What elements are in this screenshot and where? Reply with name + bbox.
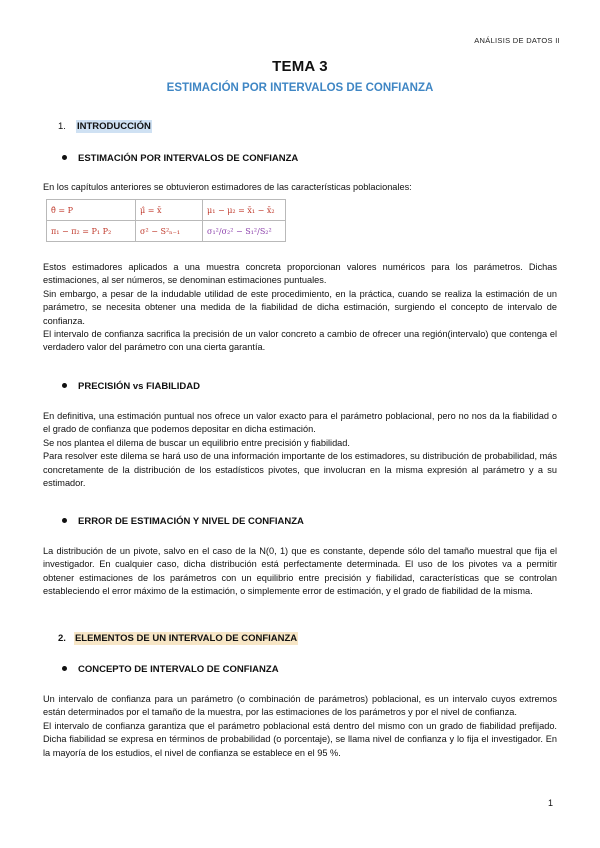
paragraph-line: En los capítulos anteriores se obtuvieron estimadores de las características poblacionales: [43,182,412,192]
bullet-icon [62,666,67,671]
subsection-label: ESTIMACIÓN POR INTERVALOS DE CONFIANZA [78,153,299,164]
paragraph-text: En definitiva, una estimación puntual nos ofrece un valor exacto para el parámetro poblacional, pero no nos da la fiabilidad o el grado de confianza que podemos depositar en dicha estimación. [43,411,557,435]
table-row [47,200,286,221]
paragraph-intro [43,181,557,194]
table-cell: π₁ − π₂ = P₁ P₂ [47,221,136,242]
subsection-heading-precision [62,381,200,392]
bullet-icon [62,383,67,388]
paragraph-text: Se nos plantea el dilema de buscar un equilibrio entre precisión y fiabilidad. [43,437,350,448]
page-subtitle: ESTIMACIÓN POR INTERVALOS DE CONFIANZA [166,82,434,94]
page-number: 1 [547,798,553,808]
page-title: TEMA 3 [272,58,328,75]
subsection-heading-concepto [62,664,279,675]
subsection-label: CONCEPTO DE INTERVALO DE CONFIANZA [78,664,279,675]
paragraph-text: Sin embargo, a pesar de la indudable utilidad de este procedimiento, en la práctica, cuando se realiza la estimación de un parámetro, se necesita obtener una medida de la fiabilidad de dicha estimación, surgiendo el concepto de intervalo de confianza. [43,288,557,326]
table-cell: σ² − S²ₙ₋₁ [136,221,203,242]
table-row [47,221,286,242]
subsection-heading-error [62,516,304,527]
section-heading-elementos [58,633,298,644]
section-number: 1. [58,121,66,132]
paragraph-text: Un intervalo de confianza para un parámetro (o combinación de parámetros) poblacional, es un intervalo cuyos extremos están determinados por el tamaño de la muestra, por las estimaciones de los parámetros y por el nivel de confianza. [43,694,557,718]
paragraph-precision [43,410,557,490]
section-label: INTRODUCCIÓN [76,121,151,132]
paragraph-error [43,545,557,599]
subsection-label: PRECISIÓN vs FIABILIDAD [78,381,200,392]
formula-table [46,199,286,242]
bullet-icon [62,155,67,160]
paragraph-text: Estos estimadores aplicados a una muestra concreta proporcionan valores numéricos para los parámetros. Dichas estimaciones, al ser números, se denominan estimaciones puntuales. [43,262,557,286]
paragraph-text: El intervalo de confianza garantiza que el parámetro poblacional está dentro del mismo con un grado de fiabilidad prefijado. Dicha fiabilidad se expresa en términos de probabilidad (o porcentaje), se llama nivel de confianza y lo fija el investigador. En la mayoría de los estudios, el nivel de confianza se establece en el 95 %. [43,720,557,758]
running-header: ANÁLISIS DE DATOS II [474,36,560,45]
section-number: 2. [58,633,66,644]
paragraph-concepto [43,693,557,760]
paragraph-text: La distribución de un pivote, salvo en el caso de la N(0, 1) que es constante, depende sólo del tamaño muestral que fija el investigador. En cualquier caso, dicha distribución está perfectamente determinada. El uso de los pivotes va a permitir obtener estimaciones de los parámetros con un equilibrio entre precisión y fiabilidad, características que se controlan estableciendo el error máximo de la estimación, o simplemente error de estimación, y el grado de fiabilidad de la misma. [43,546,557,597]
paragraph-text: El intervalo de confianza sacrifica la precisión de un valor concreto a cambio de ofrecer una región(intervalo) que contenga el verdadero valor del parámetro con una cierta garantía. [43,329,557,353]
table-cell: θ̂ = P [47,200,136,221]
table-cell: μ₁ − μ₂ = x̄₁ − x̄₂ [203,200,286,221]
table-cell: μ̂ = x̄ [136,200,203,221]
section-label: ELEMENTOS DE UN INTERVALO DE CONFIANZA [74,633,298,644]
subsection-heading-estimacion [62,153,298,164]
subsection-label: ERROR DE ESTIMACIÓN Y NIVEL DE CONFIANZA [78,516,304,527]
bullet-icon [62,518,67,523]
paragraph-text: Para resolver este dilema se hará uso de una información importante de los estimadores, su distribución de probabilidad, más concretamente de la distribución de los estadísticos pivotes, que involucran en la misma expresión al parámetro y a su estimador. [43,451,557,489]
table-cell: σ₁²/σ₂² − S₁²/S₂² [203,221,286,242]
section-heading-intro [58,121,152,132]
paragraph-estimadores [43,261,557,355]
